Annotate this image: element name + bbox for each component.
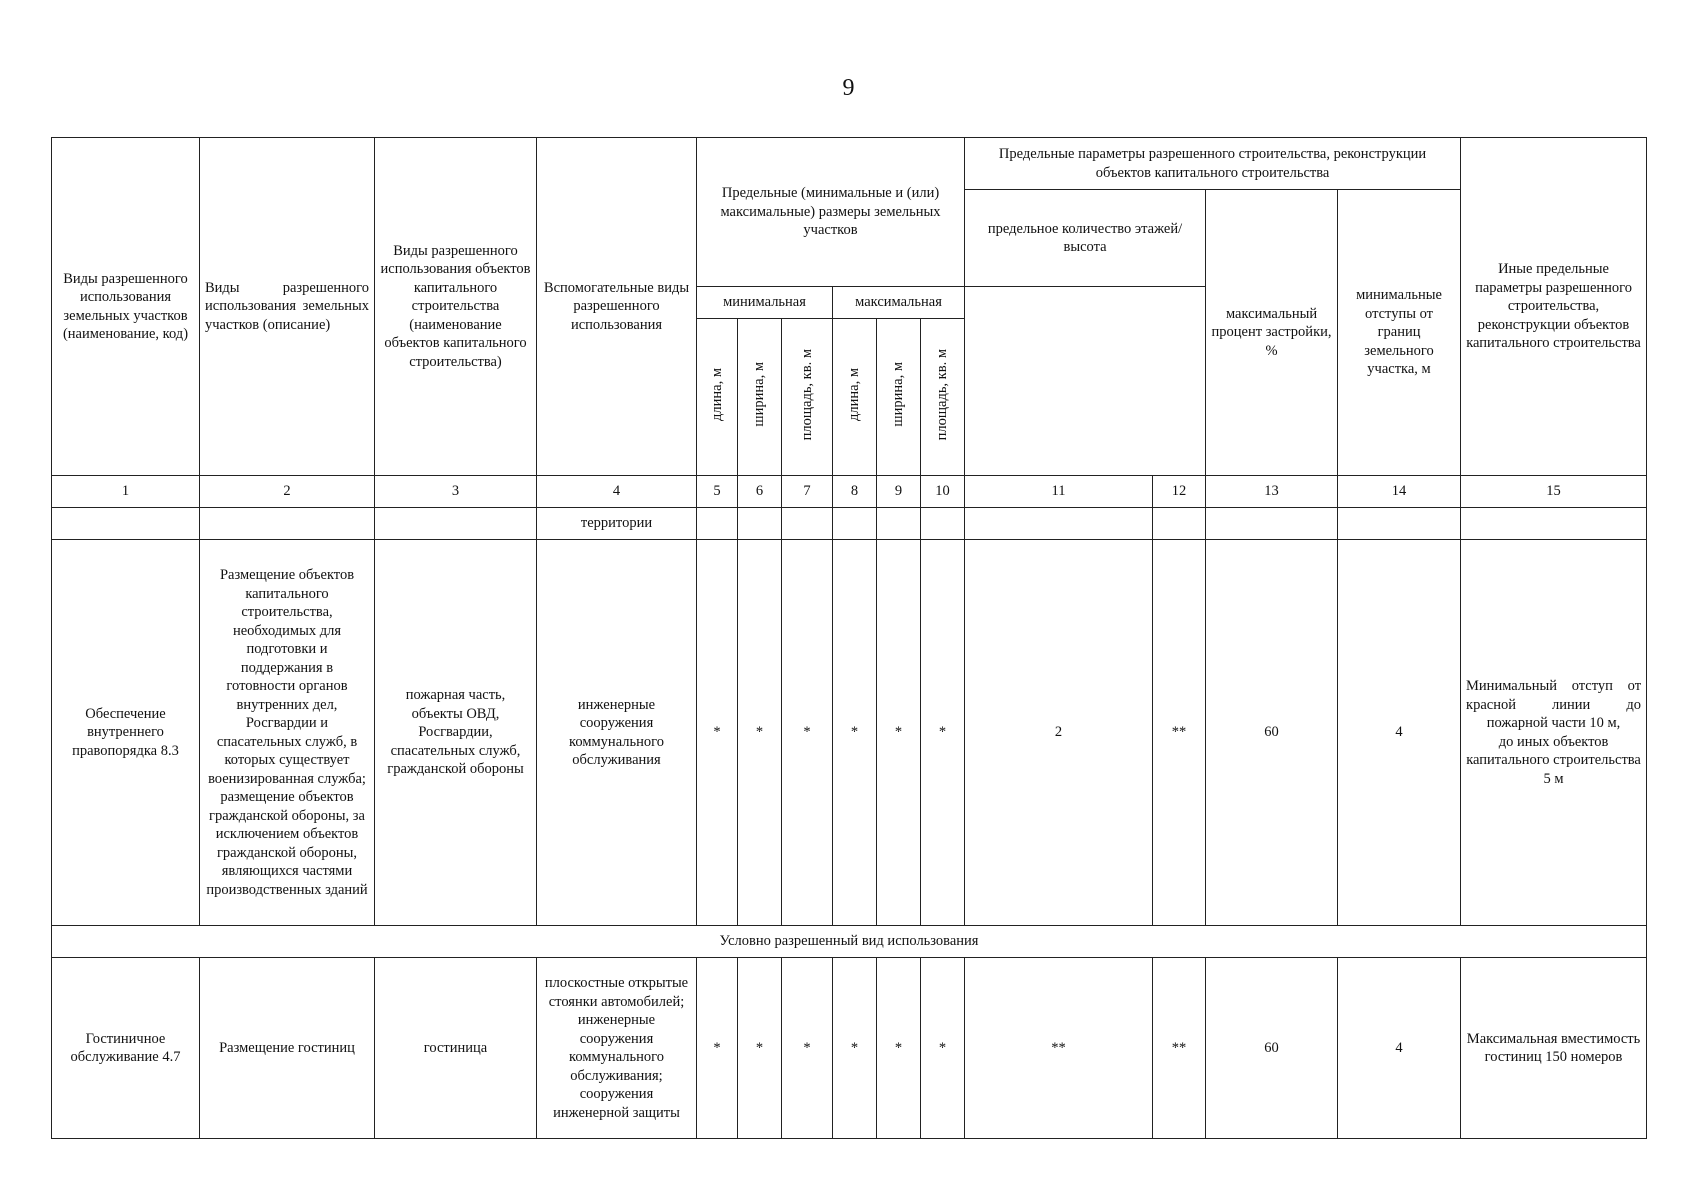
floors-cell: ** [965, 958, 1153, 1139]
column-number: 6 [738, 476, 782, 508]
zoning-regulations-table [51, 137, 1647, 1139]
header-floors-height: предельное количество этажей/высота [965, 190, 1206, 287]
other-limits-cell: Максимальная вместимость гостиниц 150 номеров [1461, 958, 1647, 1139]
table-row [52, 540, 1647, 926]
header-min-length: длина, м [697, 319, 738, 476]
auxiliary-use-cell: инженерные сооружения коммунального обслуживания [537, 540, 697, 926]
column-number: 14 [1338, 476, 1461, 508]
column-number: 4 [537, 476, 697, 508]
min-length-cell: * [697, 958, 738, 1139]
header-plot-size-limits: Предельные (минимальные и (или) максимальные) размеры земельных участков [697, 138, 965, 287]
other-limits-line: Минимальный отступ от красной линии до [1466, 678, 1642, 713]
header-min-area: площадь, кв. м [782, 319, 833, 476]
other-limits-line: до иных объектов капитального строительства 5 м [1466, 733, 1641, 787]
header-auxiliary-use: Вспомогательные виды разрешенного использования [537, 138, 697, 476]
header-row [52, 138, 1647, 190]
setback-cell: 4 [1338, 958, 1461, 1139]
capital-construction-cell: гостиница [375, 958, 537, 1139]
conditional-use-section-title: Условно разрешенный вид использования [52, 926, 1647, 958]
max-area-cell: * [921, 958, 965, 1139]
table-row [52, 958, 1647, 1139]
auxiliary-use-cell: плоскостные открытые стоянки автомобилей; инженерные сооружения коммунального обслуживания; сооружения инженерной защиты [537, 958, 697, 1139]
header-floors-height-values [965, 287, 1206, 476]
height-cell: ** [1153, 958, 1206, 1139]
max-length-cell: * [833, 540, 877, 926]
other-limits-line: пожарной части 10 м, [1486, 715, 1621, 731]
header-maximum: максимальная [833, 287, 965, 319]
land-use-description-cell: Размещение гостиниц [200, 958, 375, 1139]
land-use-kind-cell: Гостиничное обслуживание 4.7 [52, 958, 200, 1139]
column-number: 15 [1461, 476, 1647, 508]
column-number: 11 [965, 476, 1153, 508]
header-max-length: длина, м [833, 319, 877, 476]
other-limits-cell [1461, 540, 1647, 926]
column-number: 2 [200, 476, 375, 508]
max-length-cell: * [833, 958, 877, 1139]
header-minimum: минимальная [697, 287, 833, 319]
header-max-width: ширина, м [877, 319, 921, 476]
page-number: 9 [842, 75, 855, 101]
column-number: 9 [877, 476, 921, 508]
max-width-cell: * [877, 540, 921, 926]
column-number: 10 [921, 476, 965, 508]
header-capital-construction-kind: Виды разрешенного использования объектов капитального строительства (наименование объектов капитального строительства) [375, 138, 537, 476]
floors-cell: 2 [965, 540, 1153, 926]
section-row [52, 926, 1647, 958]
building-percent-cell: 60 [1206, 540, 1338, 926]
header-land-use-kind: Виды разрешенного использования земельных участков (наименование, код) [52, 138, 200, 476]
header-min-setbacks: минимальные отступы от границ земельного участка, м [1338, 190, 1461, 476]
header-other-limits: Иные предельные параметры разрешенного строительства, реконструкции объектов капитального строительства [1461, 138, 1647, 476]
header-max-area: площадь, кв. м [921, 319, 965, 476]
setback-cell: 4 [1338, 540, 1461, 926]
continuation-text: территории [537, 508, 697, 540]
column-number: 8 [833, 476, 877, 508]
building-percent-cell: 60 [1206, 958, 1338, 1139]
column-number: 7 [782, 476, 833, 508]
capital-construction-cell: пожарная часть, объекты ОВД, Росгвардии, спасательных служб, гражданской обороны [375, 540, 537, 926]
height-cell: ** [1153, 540, 1206, 926]
min-width-cell: * [738, 540, 782, 926]
header-max-building-percent: максимальный процент застройки, % [1206, 190, 1338, 476]
min-area-cell: * [782, 540, 833, 926]
continuation-row [52, 508, 1647, 540]
column-number: 3 [375, 476, 537, 508]
max-area-cell: * [921, 540, 965, 926]
min-area-cell: * [782, 958, 833, 1139]
header-min-width: ширина, м [738, 319, 782, 476]
column-number: 1 [52, 476, 200, 508]
min-width-cell: * [738, 958, 782, 1139]
column-number: 5 [697, 476, 738, 508]
column-number: 12 [1153, 476, 1206, 508]
header-construction-limits: Предельные параметры разрешенного строительства, реконструкции объектов капитального строительства [965, 138, 1461, 190]
land-use-description-cell: Размещение объектов капитального строительства, необходимых для подготовки и поддержания в готовности органов внутренних дел, Росгвардии и спасательных служб, в которых существует военизированная служба; размещение объектов гражданской обороны, за исключением объектов гражданской обороны, являющихся частями производственных зданий [200, 540, 375, 926]
land-use-kind-cell: Обеспечение внутреннего правопорядка 8.3 [52, 540, 200, 926]
min-length-cell: * [697, 540, 738, 926]
header-land-use-description: Виды разрешенного использования земельных участков (описание) [200, 138, 375, 476]
column-number-row [52, 476, 1647, 508]
max-width-cell: * [877, 958, 921, 1139]
column-number: 13 [1206, 476, 1338, 508]
